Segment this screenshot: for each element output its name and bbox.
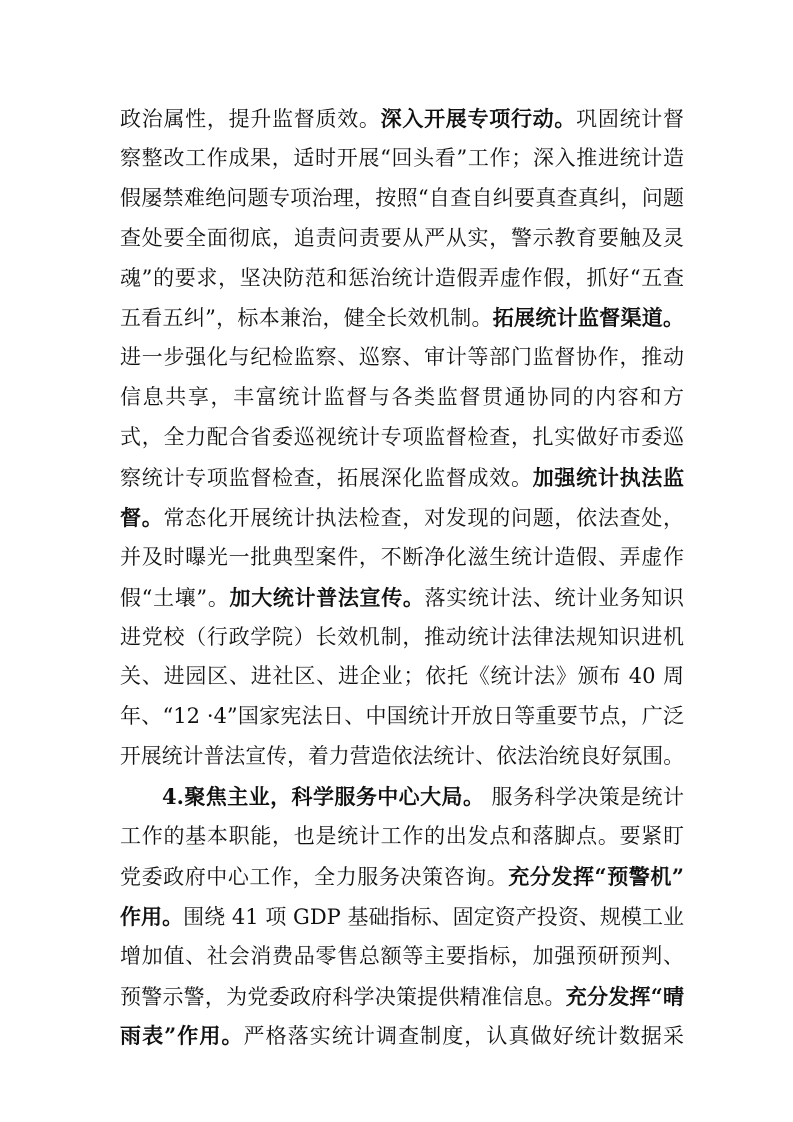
text-segment: 式，全力配合省委巡视统计专项监督检查，扎实做好市委巡 [120,425,684,450]
text-line [120,897,684,937]
text-segment: 假屡禁难绝问题专项治理，按照“自查自纠要真查真纠，问题 [120,185,684,210]
text-line [120,657,684,697]
text-segment: 年、“12 ·4”国家宪法日、中国统计开放日等重要节点，广泛 [120,704,684,729]
text-segment: 巩固统计督 [576,107,684,131]
text-segment: 党委政府中心工作，全力服务决策咨询。 [120,864,509,889]
bold-heading: 作用。 [120,903,184,929]
bold-heading: 充分发挥“预警机” [508,863,684,889]
bold-heading: 加大统计普法宣传。 [229,584,425,610]
section-heading-line [120,777,684,817]
text-segment: 魂”的要求，坚决防范和惩治统计造假弄虚作假，抓好“五查 [120,265,684,290]
text-line [120,139,684,179]
text-segment: 并及时曝光一批典型案件，不断净化滋生统计造假、弄虚作 [120,544,684,569]
bold-heading: 督。 [120,504,164,530]
text-line [120,498,684,538]
text-segment: 政治属性，提升监督质效。 [120,107,381,131]
text-segment: 假“土壤”。 [120,585,230,610]
text-segment: 进一步强化与纪检监察、巡察、审计等部门监督协作，推动 [120,345,684,370]
bold-heading: 加强统计执法监 [532,465,684,491]
bold-heading: 充分发挥“晴 [565,983,684,1009]
text-line [120,259,684,299]
bold-heading: 深入开展专项行动。 [380,106,577,131]
text-line [120,458,684,498]
text-line [120,298,684,338]
bold-heading: 拓展统计监督渠道。 [492,305,684,331]
section-heading: 4.聚焦主业，科学服务中心大局。 [162,784,485,810]
text-segment: 增加值、社会消费品零售总额等主要指标，加强预研预判、 [120,943,684,968]
text-line [120,179,684,219]
text-line [120,338,684,378]
text-segment: 落实统计法、统计业务知识 [424,585,684,610]
text-line [120,418,684,458]
text-line [120,378,684,418]
text-segment: 察整改工作成果，适时开展“回头看”工作；深入推进统计造 [120,145,684,170]
text-segment: 严格落实统计调查制度，认真做好统计数据采 [243,1024,684,1049]
text-line [120,1016,684,1056]
text-segment: 关、进园区、进社区、进企业；依托《统计法》颁布 40 周 [120,664,684,689]
text-line [120,977,684,1017]
text-line [120,857,684,897]
text-segment: 五看五纠”，标本兼治，健全长效机制。 [120,306,493,331]
text-line [120,99,684,139]
text-line [120,817,684,857]
text-segment: 信息共享，丰富统计监督与各类监督贯通协同的内容和方 [120,385,684,410]
text-segment: 服务科学决策是统计 [484,785,684,810]
text-line [120,737,684,777]
text-segment: 查处要全面彻底，追责问责要从严从实，警示教育要触及灵 [120,225,684,250]
text-segment: 预警示警，为党委政府科学决策提供精准信息。 [120,984,566,1009]
text-line [120,937,684,977]
text-segment: 察统计专项监督检查，拓展深化监督成效。 [120,466,533,491]
bold-heading: 雨表”作用。 [120,1023,244,1049]
text-segment: 围绕 41 项 GDP 基础指标、固定资产投资、规模工业 [183,904,684,929]
text-line [120,538,684,578]
text-segment: 开展统计普法宣传，着力营造依法统计、依法治统良好氛围。 [120,744,684,769]
document-body [120,99,684,1056]
text-line [120,697,684,737]
text-line [120,219,684,259]
text-segment: 进党校（行政学院）长效机制，推动统计法律法规知识进机 [120,624,684,649]
text-line [120,578,684,618]
text-segment: 工作的基本职能，也是统计工作的出发点和落脚点。要紧盯 [120,824,684,849]
text-segment: 常态化开展统计执法检查，对发现的问题，依法查处， [163,505,684,530]
text-line [120,618,684,658]
